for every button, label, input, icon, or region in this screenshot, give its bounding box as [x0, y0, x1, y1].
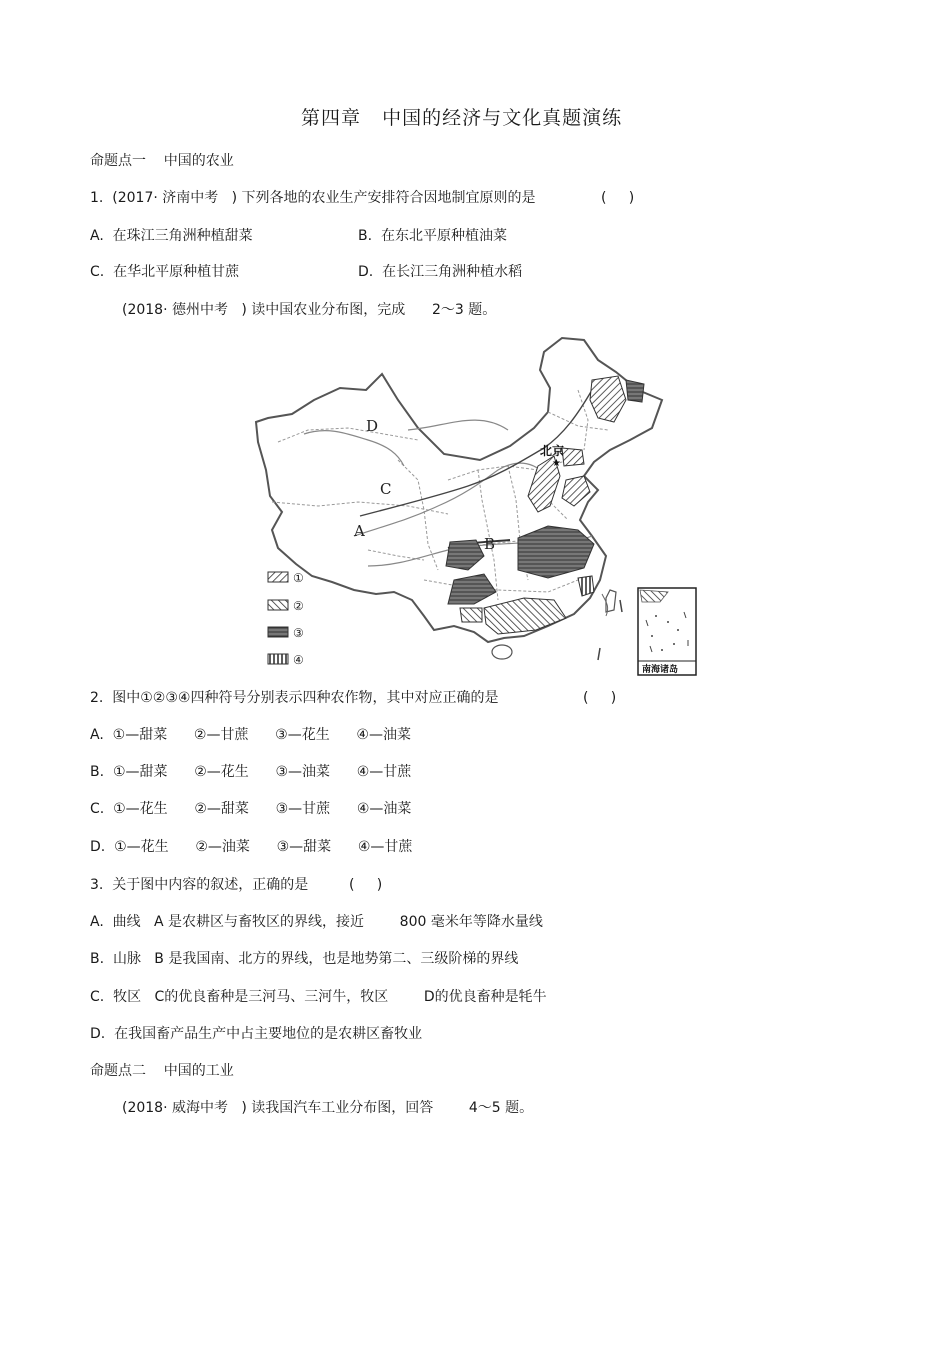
map-legend: [268, 571, 304, 667]
legend-swatch-4: [268, 654, 288, 664]
question-2-answer-paren: ( ): [583, 690, 617, 706]
legend-swatch-1: [268, 572, 288, 582]
legend-label-1: ①: [293, 571, 304, 585]
china-agriculture-map: [248, 330, 700, 678]
question-3-option-c: C. 牧区 C的优良畜种是三河马、三河牛，牧区 D的优良畜种是牦牛: [90, 989, 547, 1005]
label-d: D: [366, 417, 379, 435]
question-1-option-c: C. 在华北平原种植甘蔗: [90, 264, 240, 280]
label-b: B: [484, 535, 496, 553]
question-2-stem: 2. 图中①②③④四种符号分别表示四种农作物，其中对应正确的是: [90, 690, 499, 706]
crop-region-3-northeast: [626, 380, 644, 402]
question-3-option-a: A. 曲线 A 是农耕区与畜牧区的界线，接近 800 毫米年等降水量线: [90, 914, 543, 930]
question-1-stem: 1. (2017· 济南中考 ) 下列各地的农业生产安排符合因地制宜原则的是: [90, 190, 536, 206]
page-title: 第四章 中国的经济与文化真题演练: [301, 107, 623, 129]
legend-label-3: ③: [293, 626, 304, 640]
crop-region-1-beijing: [562, 448, 584, 466]
label-c: C: [380, 480, 392, 498]
hainan-island: [492, 645, 512, 659]
question-1-answer-paren: ( ): [601, 190, 635, 206]
question-3-answer-paren: ( ): [349, 877, 383, 893]
south-china-sea-inset: [638, 588, 696, 675]
beijing-star-icon: ★: [552, 458, 561, 469]
question-3-stem: 3. 关于图中内容的叙述，正确的是: [90, 877, 309, 893]
question-1-option-b: B. 在东北平原种植油菜: [358, 228, 507, 244]
question-group-intro-4-5: (2018· 威海中考 ) 读我国汽车工业分布图，回答 4～5 题。: [122, 1100, 534, 1116]
legend-swatch-3: [268, 627, 288, 637]
section-heading-agriculture: 命题点一 中国的农业: [90, 153, 234, 169]
question-group-intro-2-3: (2018· 德州中考 ) 读中国农业分布图，完成 2～3 题。: [122, 302, 497, 318]
question-2-option-b: B. ①—甜菜 ②—花生 ③—油菜 ④—甘蔗: [90, 764, 412, 780]
legend-label-2: ②: [293, 599, 304, 613]
question-3-option-d: D. 在我国畜产品生产中占主要地位的是农耕区畜牧业: [90, 1026, 423, 1042]
legend-swatch-2: [268, 600, 288, 610]
question-1-option-d: D. 在长江三角洲种植水稻: [358, 264, 523, 280]
section-heading-industry: 命题点二 中国的工业: [90, 1063, 234, 1079]
label-a: A: [354, 522, 365, 540]
question-1-option-a: A. 在珠江三角洲种植甜菜: [90, 228, 253, 244]
question-3-option-b: B. 山脉 B 是我国南、北方的界线，也是地势第二、三级阶梯的界线: [90, 951, 519, 967]
inset-label: 南海诸岛: [642, 665, 679, 675]
question-2-option-d: D. ①—花生 ②—油菜 ③—甜菜 ④—甘蔗: [90, 839, 413, 855]
question-2-option-c: C. ①—花生 ②—甜菜 ③—甘蔗 ④—油菜: [90, 801, 412, 817]
legend-label-4: ④: [293, 653, 304, 667]
crop-region-2-guangxi: [460, 608, 482, 622]
question-2-option-a: A. ①—甜菜 ②—甘蔗 ③—花生 ④—油菜: [90, 727, 411, 743]
label-beijing: 北京: [540, 444, 565, 458]
